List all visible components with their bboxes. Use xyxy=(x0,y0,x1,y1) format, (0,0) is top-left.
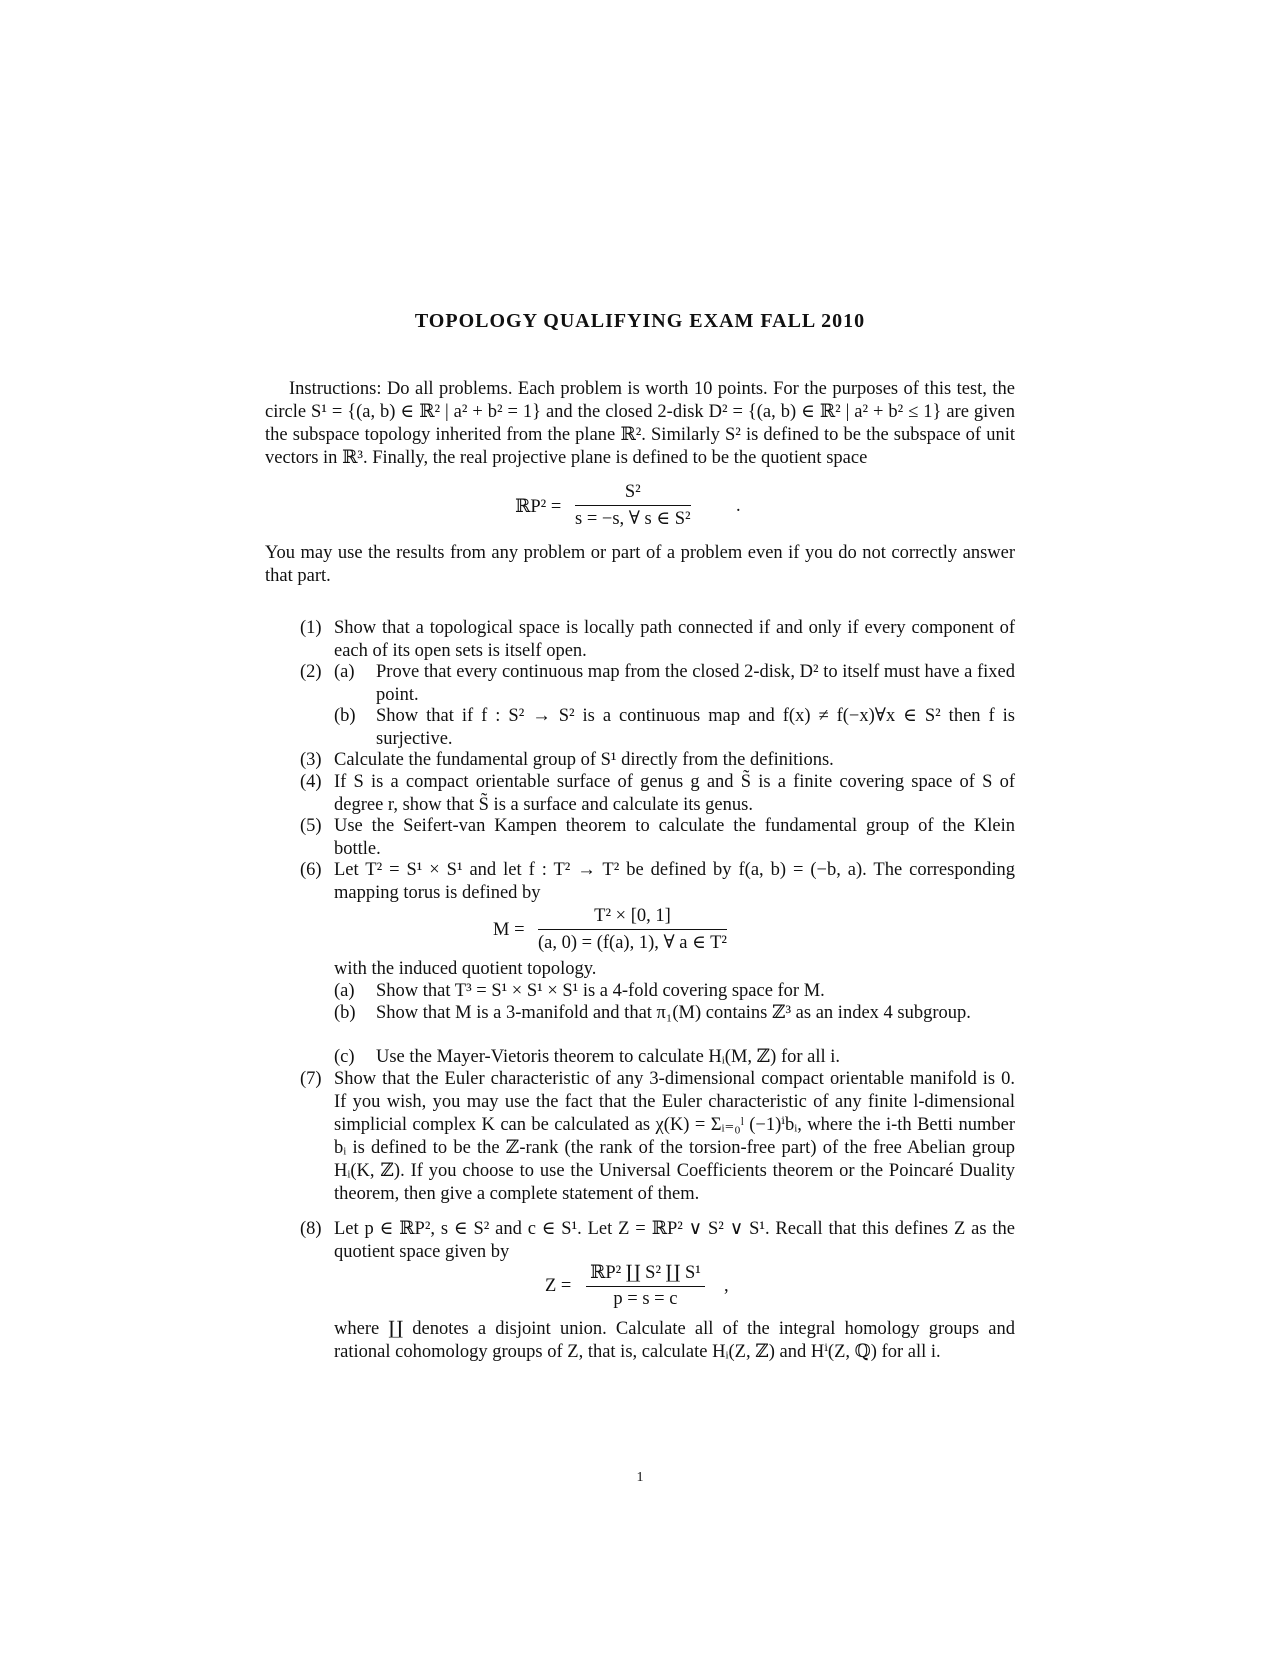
subpart-text: Use the Mayer-Vietoris theorem to calculate Hᵢ(M, ℤ) for all i. xyxy=(376,1047,841,1067)
subpart-text: Show that T³ = S¹ × S¹ × S¹ is a 4-fold covering space for M. xyxy=(376,981,825,1001)
mapping-torus-denominator: (a, 0) = (f(a), 1), ∀ a ∈ T² xyxy=(538,933,727,953)
problem-number: (3) xyxy=(300,750,322,770)
problem-8-after xyxy=(300,1318,1015,1364)
problem-text: Show that the Euler characteristic of any 3-dimensional compact orientable manifold is 0. If you wish, you may use the fact that the Euler characteristic of any finite l-dimensional simplicial complex K can be calculated as χ(K) = Σᵢ₌₀ˡ (−1)ⁱbᵢ, where the i-th Betti number bᵢ is defined to be the ℤ-rank (the rank of the torsion-free part) of the free Abelian group Hᵢ(K, ℤ). If you choose to use the Universal Coefficients theorem or the Poincaré Duality theorem, then give a complete statement of them. xyxy=(334,1069,1015,1204)
problem-text: Show that a topological space is locally path connected if and only if every component of each of its open sets is itself open. xyxy=(334,618,1015,661)
problem-1 xyxy=(300,617,1015,663)
wedge-quotient-fraction xyxy=(586,1262,705,1310)
subpart-label: (b) xyxy=(334,1003,356,1023)
subpart-label: (a) xyxy=(334,662,355,682)
problem-5 xyxy=(300,815,1015,861)
problem-number: (6) xyxy=(300,860,322,880)
mapping-torus-equation xyxy=(0,906,1280,956)
problem-6c xyxy=(334,1046,1015,1069)
problem-text: with the induced quotient topology. xyxy=(334,959,597,979)
subpart-label: (a) xyxy=(334,981,355,1001)
problem-4 xyxy=(300,771,1015,817)
problem-text: If S is a compact orientable surface of genus g and S̃ is a finite covering space of S of degree r, show that S̃ is a surface and calculate its genus. xyxy=(334,772,1015,815)
subpart-label: (b) xyxy=(334,706,356,726)
problem-7 xyxy=(300,1068,1015,1206)
subpart-text: Prove that every continuous map from the closed 2-disk, D² to itself must have a fixed point. xyxy=(376,662,1015,705)
wedge-quotient-tail: , xyxy=(724,1276,729,1296)
rp2-fraction xyxy=(575,482,691,530)
wedge-quotient-denominator: p = s = c xyxy=(613,1289,678,1309)
problem-number: (7) xyxy=(300,1069,322,1089)
subpart-text: Show that if f : S² → S² is a continuous map and f(x) ≠ f(−x)∀x ∈ S² then f is surjective. xyxy=(376,706,1015,749)
problem-text: Calculate the fundamental group of S¹ directly from the definitions. xyxy=(334,750,834,770)
problem-6a xyxy=(334,980,1015,1003)
wedge-quotient-numerator: ℝP² ∐ S² ∐ S¹ xyxy=(586,1262,705,1287)
mapping-torus-numerator: T² × [0, 1] xyxy=(538,906,727,930)
mapping-torus-fraction xyxy=(538,906,727,954)
wedge-quotient-lhs: Z = xyxy=(545,1276,572,1296)
rp2-numerator: S² xyxy=(575,482,691,506)
problem-3 xyxy=(300,749,1015,772)
page-number: 1 xyxy=(636,1470,644,1485)
exam-title: TOPOLOGY QUALIFYING EXAM FALL 2010 xyxy=(414,310,866,332)
rp2-lhs: ℝP² = xyxy=(515,497,562,517)
subpart-text: Show that M is a 3-manifold and that π₁(M) contains ℤ³ as an index 4 subgroup. xyxy=(376,1003,971,1023)
problem-6-after xyxy=(300,958,1015,981)
problem-6 xyxy=(300,859,1015,905)
wedge-quotient-equation xyxy=(0,1262,1280,1312)
problem-number: (1) xyxy=(300,618,322,638)
mapping-torus-lhs: M = xyxy=(493,920,525,940)
problem-number: (2) xyxy=(300,662,322,682)
note-paragraph: You may use the results from any problem or part of a problem even if you do not correctly answer that part. xyxy=(265,543,1015,586)
problem-number: (5) xyxy=(300,816,322,836)
problem-2b xyxy=(334,705,1015,751)
rp2-definition-equation xyxy=(0,482,1280,532)
rp2-tail: . xyxy=(736,496,741,516)
problem-8 xyxy=(300,1218,1015,1264)
problem-text: Let p ∈ ℝP², s ∈ S² and c ∈ S¹. Let Z = ℝP² ∨ S² ∨ S¹. Recall that this defines Z as the quotient space given by xyxy=(334,1219,1015,1262)
problem-text: Use the Seifert-van Kampen theorem to calculate the fundamental group of the Klein bottle. xyxy=(334,816,1015,859)
subpart-label: (c) xyxy=(334,1047,355,1067)
rp2-denominator: s = −s, ∀ s ∈ S² xyxy=(575,509,691,529)
instructions-paragraph: Instructions: Do all problems. Each problem is worth 10 points. For the purposes of this test, the circle S¹ = {(a, b) ∈ ℝ² | a² + b² = 1} and the closed 2-disk D² = {(a, b) ∈ ℝ² | a² + b² ≤ 1} are given the subspace topology inherited from the plane ℝ². Similarly S² is defined to be the subspace of unit vectors in ℝ³. Finally, the real projective plane is defined to be the quotient space xyxy=(265,379,1015,468)
problem-2a xyxy=(334,661,1015,707)
problem-text: where ∐ denotes a disjoint union. Calculate all of the integral homology groups and rational cohomology groups of Z, that is, calculate Hᵢ(Z, ℤ) and Hⁱ(Z, ℚ) for all i. xyxy=(334,1319,1015,1362)
problem-number: (4) xyxy=(300,772,322,792)
problem-number: (8) xyxy=(300,1219,322,1239)
problem-text: Let T² = S¹ × S¹ and let f : T² → T² be defined by f(a, b) = (−b, a). The corresponding mapping torus is defined by xyxy=(334,860,1015,903)
problem-6b xyxy=(334,1002,1015,1025)
